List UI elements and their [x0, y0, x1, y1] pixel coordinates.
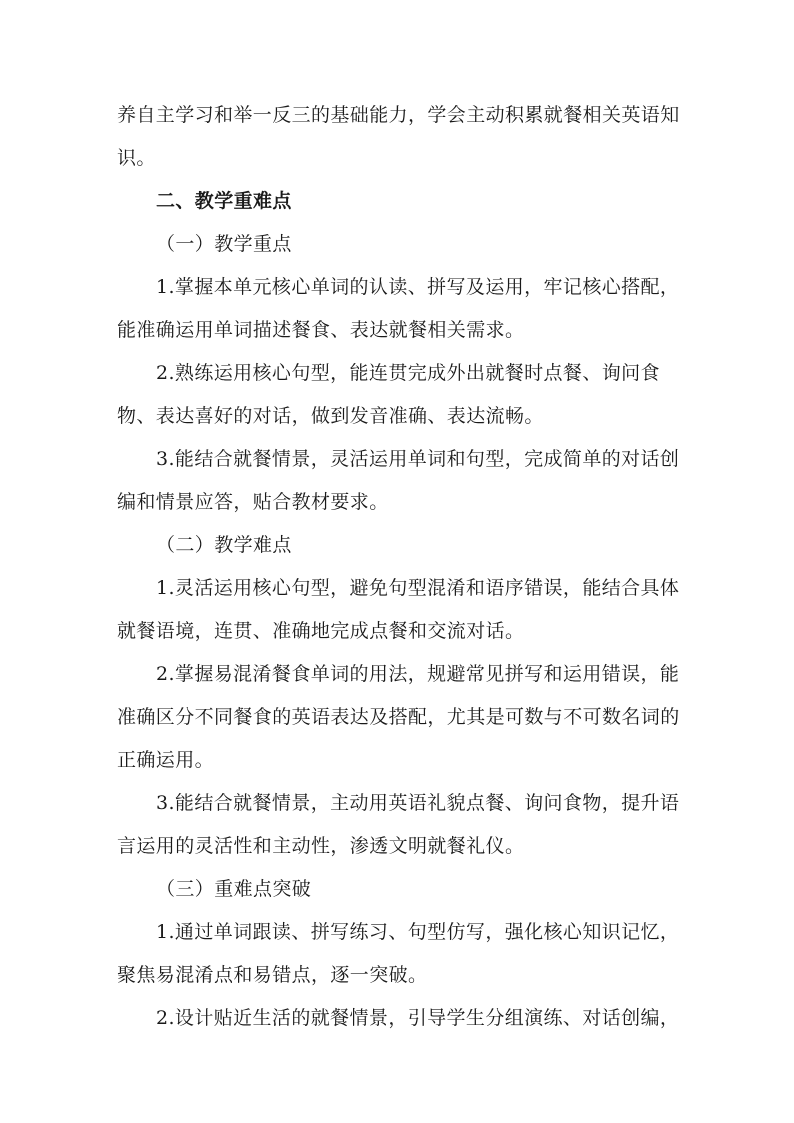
difficult-point-item: 2.掌握易混淆餐食单词的用法，规避常见拼写和运用错误，能 — [156, 663, 680, 685]
key-point-item: 3.能结合就餐情景，灵活运用单词和句型，完成简单的对话创 — [156, 448, 680, 470]
subsection-heading-difficult-points: （二）教学难点 — [156, 534, 292, 556]
subsection-heading-breakthrough: （三）重难点突破 — [156, 878, 312, 900]
key-point-item: 能准确运用单词描述餐食、表达就餐相关需求。 — [117, 319, 525, 341]
intro-text-line: 养自主学习和举一反三的基础能力，学会主动积累就餐相关英语知 — [117, 104, 680, 126]
difficult-point-item: 1.灵活运用核心句型，避免句型混淆和语序错误，能结合具体 — [156, 577, 680, 599]
difficult-point-item: 正确运用。 — [117, 749, 215, 771]
key-point-item: 编和情景应答，贴合教材要求。 — [117, 491, 389, 513]
difficult-point-item: 言运用的灵活性和主动性，渗透文明就餐礼仪。 — [117, 835, 525, 857]
difficult-point-item: 3.能结合就餐情景，主动用英语礼貌点餐、询问食物，提升语 — [156, 792, 680, 814]
breakthrough-item: 聚焦易混淆点和易错点，逐一突破。 — [117, 964, 428, 986]
key-point-item: 1.掌握本单元核心单词的认读、拼写及运用，牢记核心搭配， — [156, 276, 680, 298]
breakthrough-item: 1.通过单词跟读、拼写练习、句型仿写，强化核心知识记忆， — [156, 921, 680, 943]
difficult-point-item: 就餐语境，连贯、准确地完成点餐和交流对话。 — [117, 620, 525, 642]
intro-text-line: 识。 — [117, 147, 156, 169]
breakthrough-item: 2.设计贴近生活的就餐情景，引导学生分组演练、对话创编， — [156, 1007, 680, 1029]
subsection-heading-key-points: （一）教学重点 — [156, 233, 292, 255]
section-heading: 二、教学重难点 — [156, 190, 292, 212]
key-point-item: 2.熟练运用核心句型，能连贯完成外出就餐时点餐、询问食 — [156, 362, 660, 384]
difficult-point-item: 准确区分不同餐食的英语表达及搭配，尤其是可数与不可数名词的 — [117, 706, 680, 728]
key-point-item: 物、表达喜好的对话，做到发音准确、表达流畅。 — [117, 405, 544, 427]
